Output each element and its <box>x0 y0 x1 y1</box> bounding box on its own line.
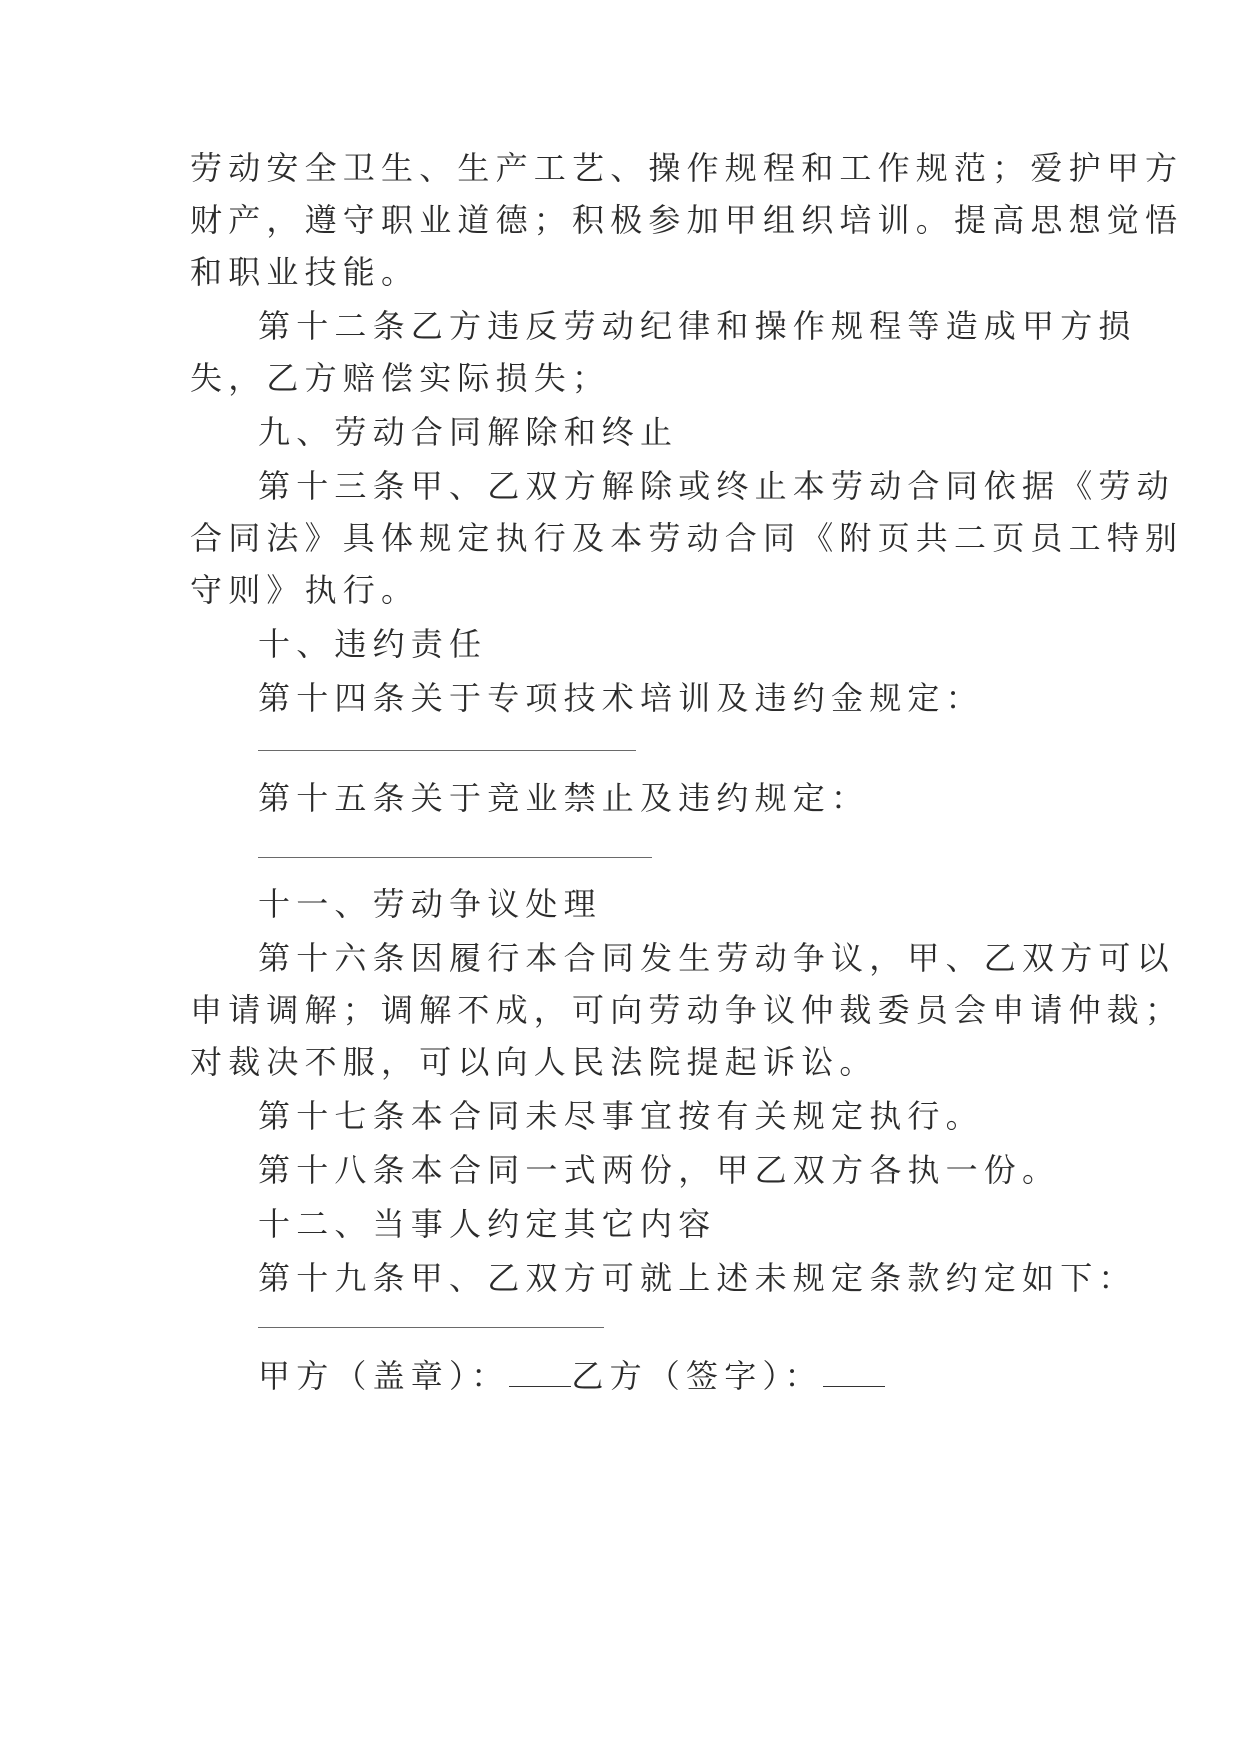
article-14-line: 第十四条关于专项技术培训及违约金规定： <box>258 679 984 717</box>
article-15-line: 第十五条关于竞业禁止及违约规定： <box>258 779 870 817</box>
article-17-line: 第十七条本合同未尽事宜按有关规定执行。 <box>258 1097 984 1135</box>
paragraph-line: 守则》执行。 <box>190 571 420 609</box>
paragraph-line: 申请调解；调解不成，可向劳动争议仲裁委员会申请仲裁； <box>190 991 1184 1029</box>
section-heading-10: 十、违约责任 <box>258 625 488 663</box>
paragraph-line: 劳动安全卫生、生产工艺、操作规程和工作规范；爱护甲方 <box>190 149 1184 187</box>
section-heading-11: 十一、劳动争议处理 <box>258 885 602 923</box>
fill-in-blank-line <box>258 1327 604 1328</box>
paragraph-line: 合同法》具体规定执行及本劳动合同《附页共二页员工特别 <box>190 519 1184 557</box>
article-19-line: 第十九条甲、乙双方可就上述未规定条款约定如下： <box>258 1259 1137 1297</box>
section-heading-12: 十二、当事人约定其它内容 <box>258 1205 717 1243</box>
party-a-blank <box>509 1382 571 1387</box>
article-16-line: 第十六条因履行本合同发生劳动争议，甲、乙双方可以 <box>258 939 1175 977</box>
paragraph-line: 和职业技能。 <box>190 253 420 291</box>
fill-in-blank-line <box>258 857 652 858</box>
paragraph-line: 失，乙方赔偿实际损失； <box>190 359 611 397</box>
party-a-label: 甲方（盖章）： <box>258 1357 510 1395</box>
article-12-line: 第十二条乙方违反劳动纪律和操作规程等造成甲方损 <box>258 307 1137 345</box>
article-13-line: 第十三条甲、乙双方解除或终止本劳动合同依据《劳动 <box>258 467 1175 505</box>
paragraph-line: 财产，遵守职业道德；积极参加甲组织培训。提高思想觉悟 <box>190 201 1184 239</box>
section-heading-9: 九、劳动合同解除和终止 <box>258 413 679 451</box>
party-b-label: 乙方（签字）： <box>571 1357 823 1395</box>
party-b-blank <box>823 1382 885 1387</box>
signature-line <box>258 1356 1138 1396</box>
article-18-line: 第十八条本合同一式两份，甲乙双方各执一份。 <box>258 1151 1061 1189</box>
fill-in-blank-line <box>258 750 636 751</box>
paragraph-line: 对裁决不服，可以向人民法院提起诉讼。 <box>190 1043 878 1081</box>
